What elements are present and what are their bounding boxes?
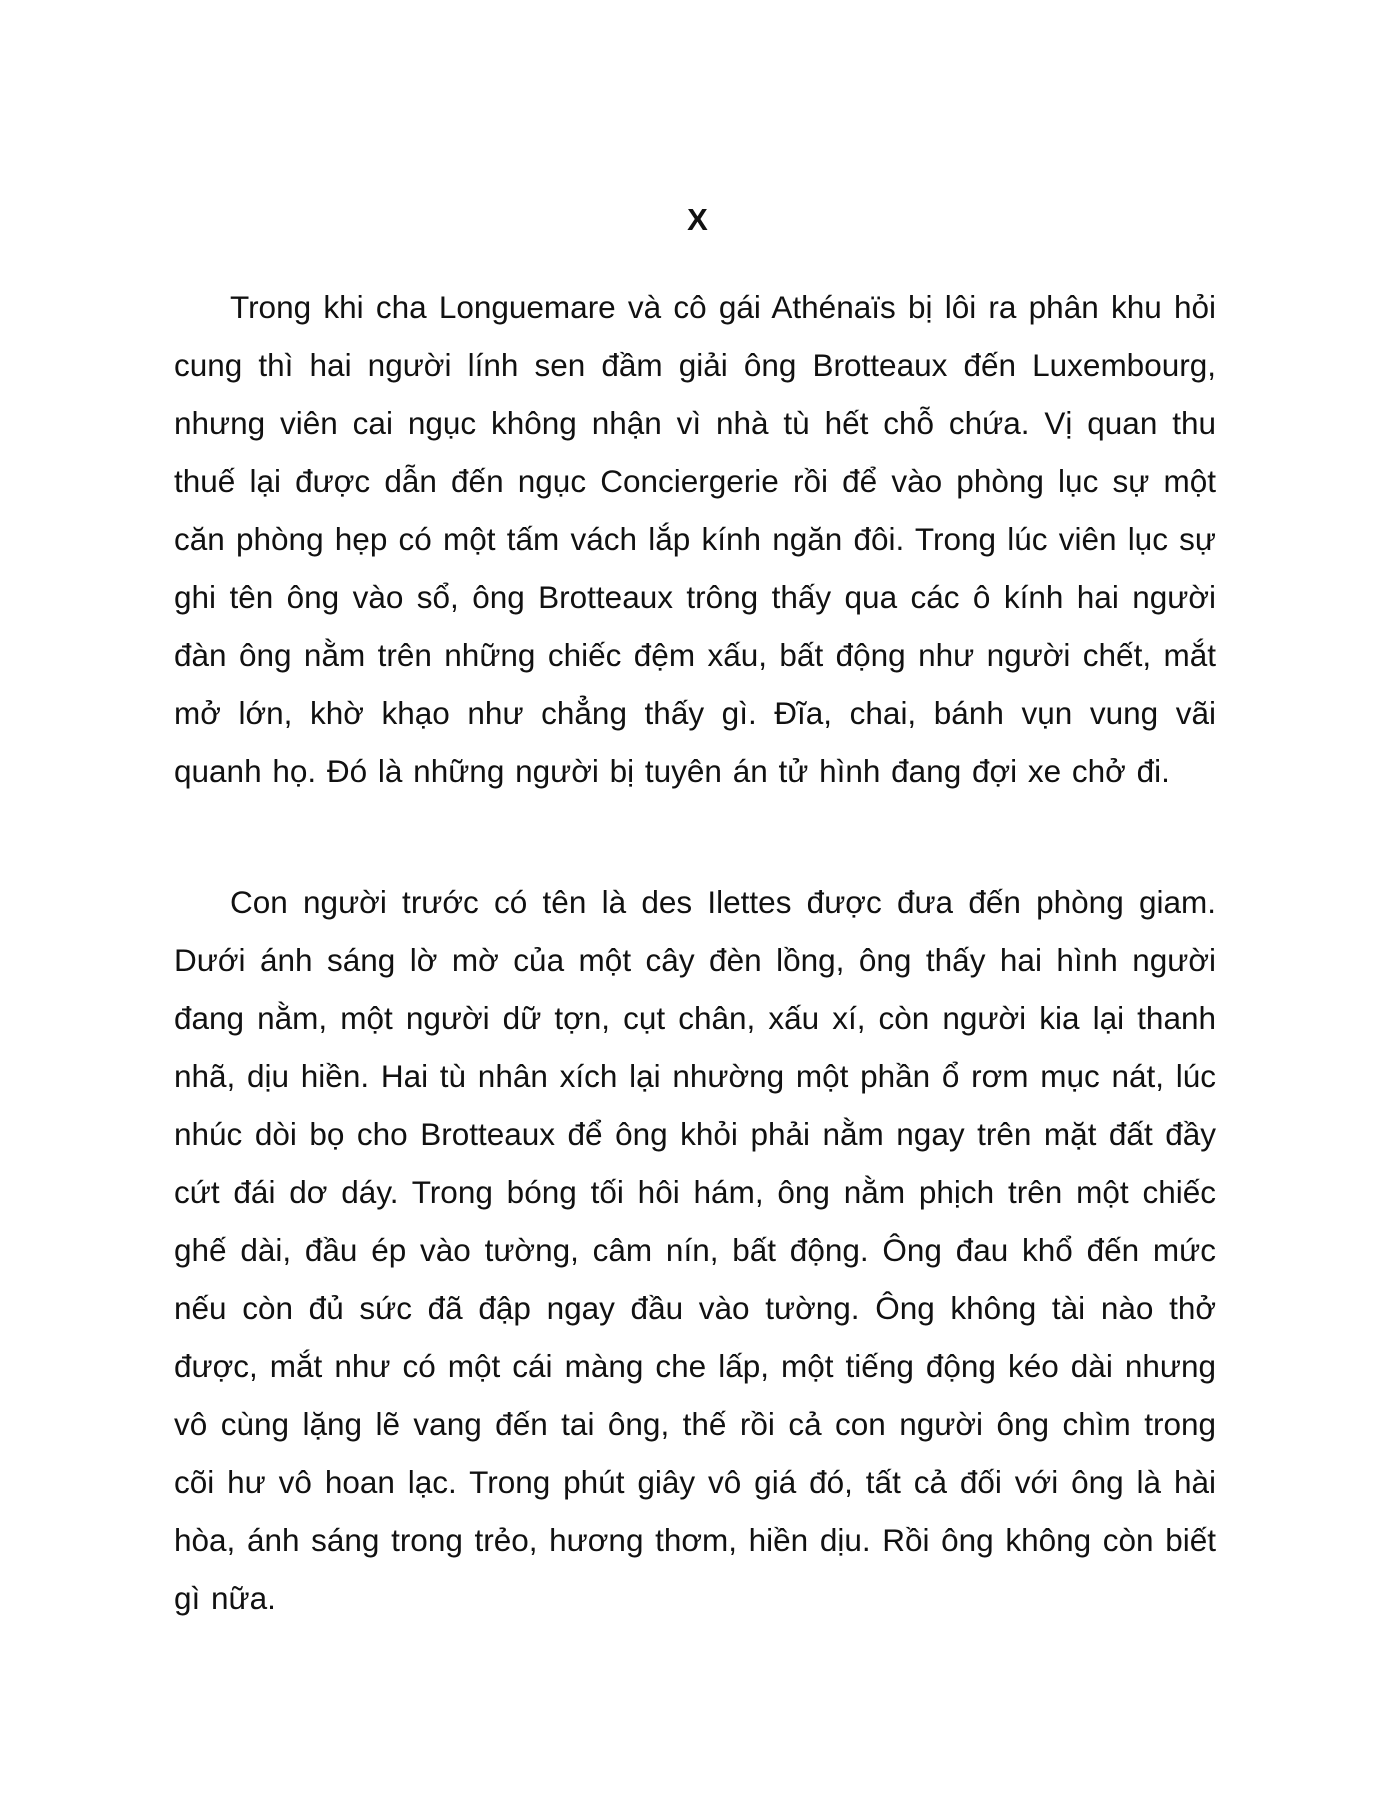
paragraph-1: Trong khi cha Longuemare và cô gái Athénaïs bị lôi ra phân khu hỏi cung thì hai người lính sen đầm giải ông Brotteaux đến Luxembourg, nhưng viên cai ngục không nhận vì nhà tù hết chỗ chứa. Vị quan thu thuế lại được dẫn đến ngục Conciergerie rồi để vào phòng lục sự một căn phòng hẹp có một tấm vách lắp kính ngăn đôi. Trong lúc viên lục sự ghi tên ông vào sổ, ông Brotteaux trông thấy qua các ô kính hai người đàn ông nằm trên những chiếc đệm xấu, bất động như người chết, mắt mở lớn, khờ khạo như chẳng thấy gì. Đĩa, chai, bánh vụn vung vãi quanh họ. Đó là những người bị tuyên án tử hình đang đợi xe chở đi. xyxy=(174,289,1216,789)
chapter-title: X xyxy=(687,202,704,237)
paragraph-2: Con người trước có tên là des Ilettes được đưa đến phòng giam. Dưới ánh sáng lờ mờ của một cây đèn lồng, ông thấy hai hình người đang nằm, một người dữ tợn, cụt chân, xấu xí, còn người kia lại thanh nhã, dịu hiền. Hai tù nhân xích lại nhường một phần ổ rơm mục nát, lúc nhúc dòi bọ cho Brotteaux để ông khỏi phải nằm ngay trên mặt đất đầy cứt đái dơ dáy. Trong bóng tối hôi hám, ông nằm phịch trên một chiếc ghế dài, đầu ép vào tường, câm nín, bất động. Ông đau khổ đến mức nếu còn đủ sức đã đập ngay đầu vào tường. Ông không tài nào thở được, mắt như có một cái màng che lấp, một tiếng động kéo dài nhưng vô cùng lặng lẽ vang đến tai ông, thế rồi cả con người ông chìm trong cõi hư vô hoan lạc. Trong phút giây vô giá đó, tất cả đối với ông là hài hòa, ánh sáng trong trẻo, hương thơm, hiền dịu. Rồi ông không còn biết gì nữa. xyxy=(174,884,1216,1616)
